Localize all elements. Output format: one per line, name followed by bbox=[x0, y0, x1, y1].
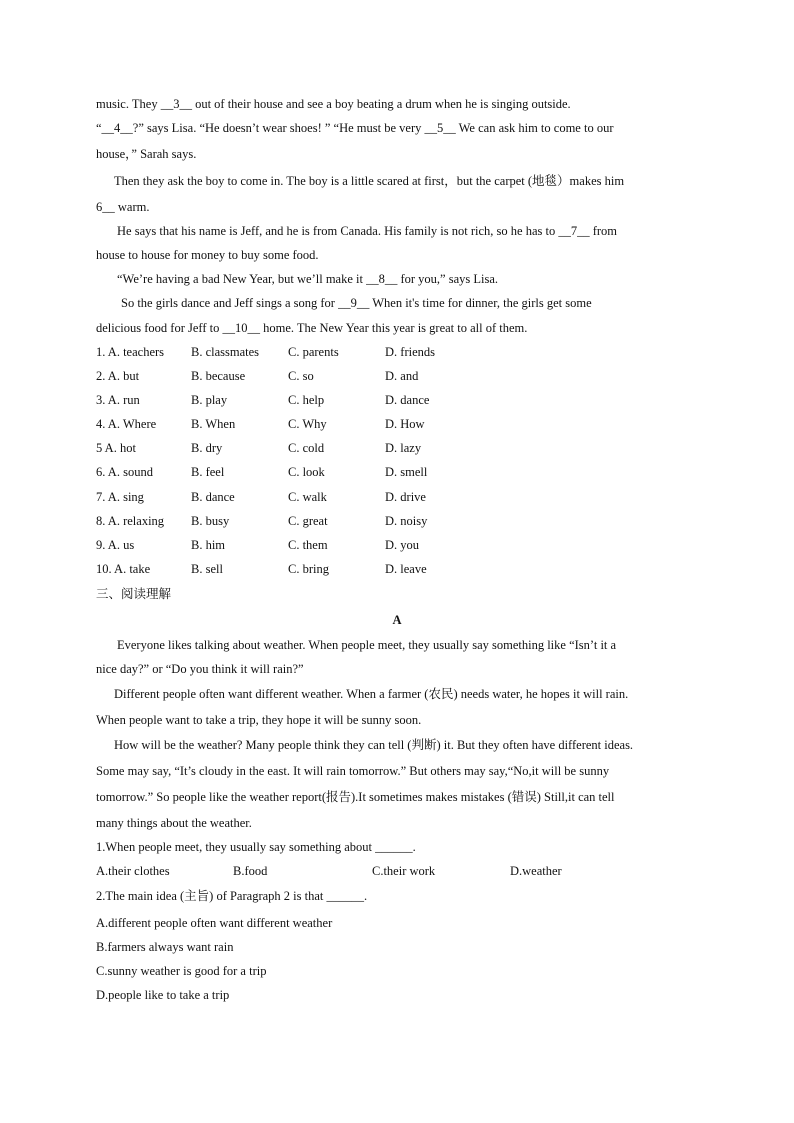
passage-line: He says that his name is Jeff, and he is from Canada. His family is not rich, so he has to __7__ from bbox=[117, 224, 618, 238]
option-c: C.sunny weather is good for a trip bbox=[96, 964, 267, 978]
option-a: 1. A. teachers bbox=[96, 345, 165, 359]
option-c: C. so bbox=[288, 369, 314, 383]
option-b: B.food bbox=[233, 864, 268, 878]
option-c: C. great bbox=[288, 514, 328, 528]
option-a: 5 A. hot bbox=[96, 441, 136, 455]
option-b: B. classmates bbox=[191, 345, 260, 359]
reading-line: many things about the weather. bbox=[96, 816, 252, 830]
option-b: B. play bbox=[191, 393, 228, 407]
passage-line: music. They __3__ out of their house and see a boy beating a drum when he is singing outside. bbox=[96, 97, 571, 111]
passage-line: So the girls dance and Jeff sings a song for __9__ When it's time for dinner, the girls get some bbox=[121, 296, 592, 310]
option-d: D. you bbox=[385, 538, 420, 552]
option-c: C. them bbox=[288, 538, 328, 552]
question-stem: 1.When people meet, they usually say something about ______. bbox=[96, 840, 416, 854]
passage-line: delicious food for Jeff to __10__ home. The New Year this year is great to all of them. bbox=[96, 321, 528, 335]
option-d: D. noisy bbox=[385, 514, 428, 528]
option-d: D. lazy bbox=[385, 441, 422, 455]
option-b: B. because bbox=[191, 369, 246, 383]
option-d: D. friends bbox=[385, 345, 435, 359]
option-b: B. When bbox=[191, 417, 236, 431]
option-c: C. look bbox=[288, 465, 325, 479]
question-stem: 2.The main idea (主旨) of Paragraph 2 is that ______. bbox=[96, 889, 368, 903]
option-c: C. parents bbox=[288, 345, 339, 359]
option-d: D. dance bbox=[385, 393, 430, 407]
option-a: 10. A. take bbox=[96, 562, 151, 576]
option-b: B.farmers always want rain bbox=[96, 940, 234, 954]
option-a: 8. A. relaxing bbox=[96, 514, 165, 528]
reading-line: When people want to take a trip, they hope it will be sunny soon. bbox=[96, 713, 422, 727]
option-d: D.weather bbox=[510, 864, 562, 878]
reading-line: Different people often want different weather. When a farmer (农民) needs water, he hopes it will rain. bbox=[114, 687, 629, 701]
option-c: C. bring bbox=[288, 562, 329, 576]
passage-line: house to house for money to buy some food. bbox=[96, 248, 319, 262]
option-a: 9. A. us bbox=[96, 538, 135, 552]
reading-line: nice day?” or “Do you think it will rain?” bbox=[96, 662, 304, 676]
option-c: C. cold bbox=[288, 441, 325, 455]
option-d: D. leave bbox=[385, 562, 427, 576]
option-b: B. him bbox=[191, 538, 226, 552]
option-c: C. help bbox=[288, 393, 325, 407]
option-d: D. and bbox=[385, 369, 419, 383]
option-d: D. smell bbox=[385, 465, 428, 479]
passage-line: “__4__?” says Lisa. “He doesn’t wear shoes! ” “He must be very __5__ We can ask him to come to our bbox=[96, 121, 614, 135]
option-c: C. walk bbox=[288, 490, 327, 504]
option-d: D.people like to take a trip bbox=[96, 988, 230, 1002]
reading-line: How will be the weather? Many people think they can tell (判断) it. But they often have different ideas. bbox=[114, 738, 634, 752]
option-c: C. Why bbox=[288, 417, 327, 431]
passage-line: house，” Sarah says. bbox=[96, 147, 197, 161]
option-a: 6. A. sound bbox=[96, 465, 153, 479]
reading-line: tomorrow.” So people like the weather report(报告).It sometimes makes mistakes (错误) Still,it can tell bbox=[96, 790, 615, 804]
option-b: B. dry bbox=[191, 441, 223, 455]
option-d: D. How bbox=[385, 417, 425, 431]
option-b: B. busy bbox=[191, 514, 230, 528]
option-a: 7. A. sing bbox=[96, 490, 144, 504]
option-c: C.their work bbox=[372, 864, 436, 878]
option-b: B. sell bbox=[191, 562, 223, 576]
option-b: B. dance bbox=[191, 490, 235, 504]
option-b: B. feel bbox=[191, 465, 225, 479]
reading-line: Some may say, “It’s cloudy in the east. It will rain tomorrow.” But others may say,“No,it will be sunny bbox=[96, 764, 610, 778]
option-a: A.their clothes bbox=[96, 864, 170, 878]
option-a: 3. A. run bbox=[96, 393, 140, 407]
option-d: D. drive bbox=[385, 490, 426, 504]
reading-line: Everyone likes talking about weather. When people meet, they usually say something like “Isn’t it a bbox=[117, 638, 617, 652]
reading-title: A bbox=[392, 613, 402, 627]
passage-line: Then they ask the boy to come in. The boy is a little scared at first，but the carpet (地毯）makes him bbox=[114, 174, 625, 188]
option-a: A.different people often want different weather bbox=[96, 916, 333, 930]
passage-line: “We’re having a bad New Year, but we’ll make it __8__ for you,” says Lisa. bbox=[117, 272, 499, 286]
option-a: 2. A. but bbox=[96, 369, 140, 383]
section-heading: 三、阅读理解 bbox=[96, 587, 172, 601]
passage-line: 6__ warm. bbox=[96, 200, 150, 214]
option-a: 4. A. Where bbox=[96, 417, 157, 431]
